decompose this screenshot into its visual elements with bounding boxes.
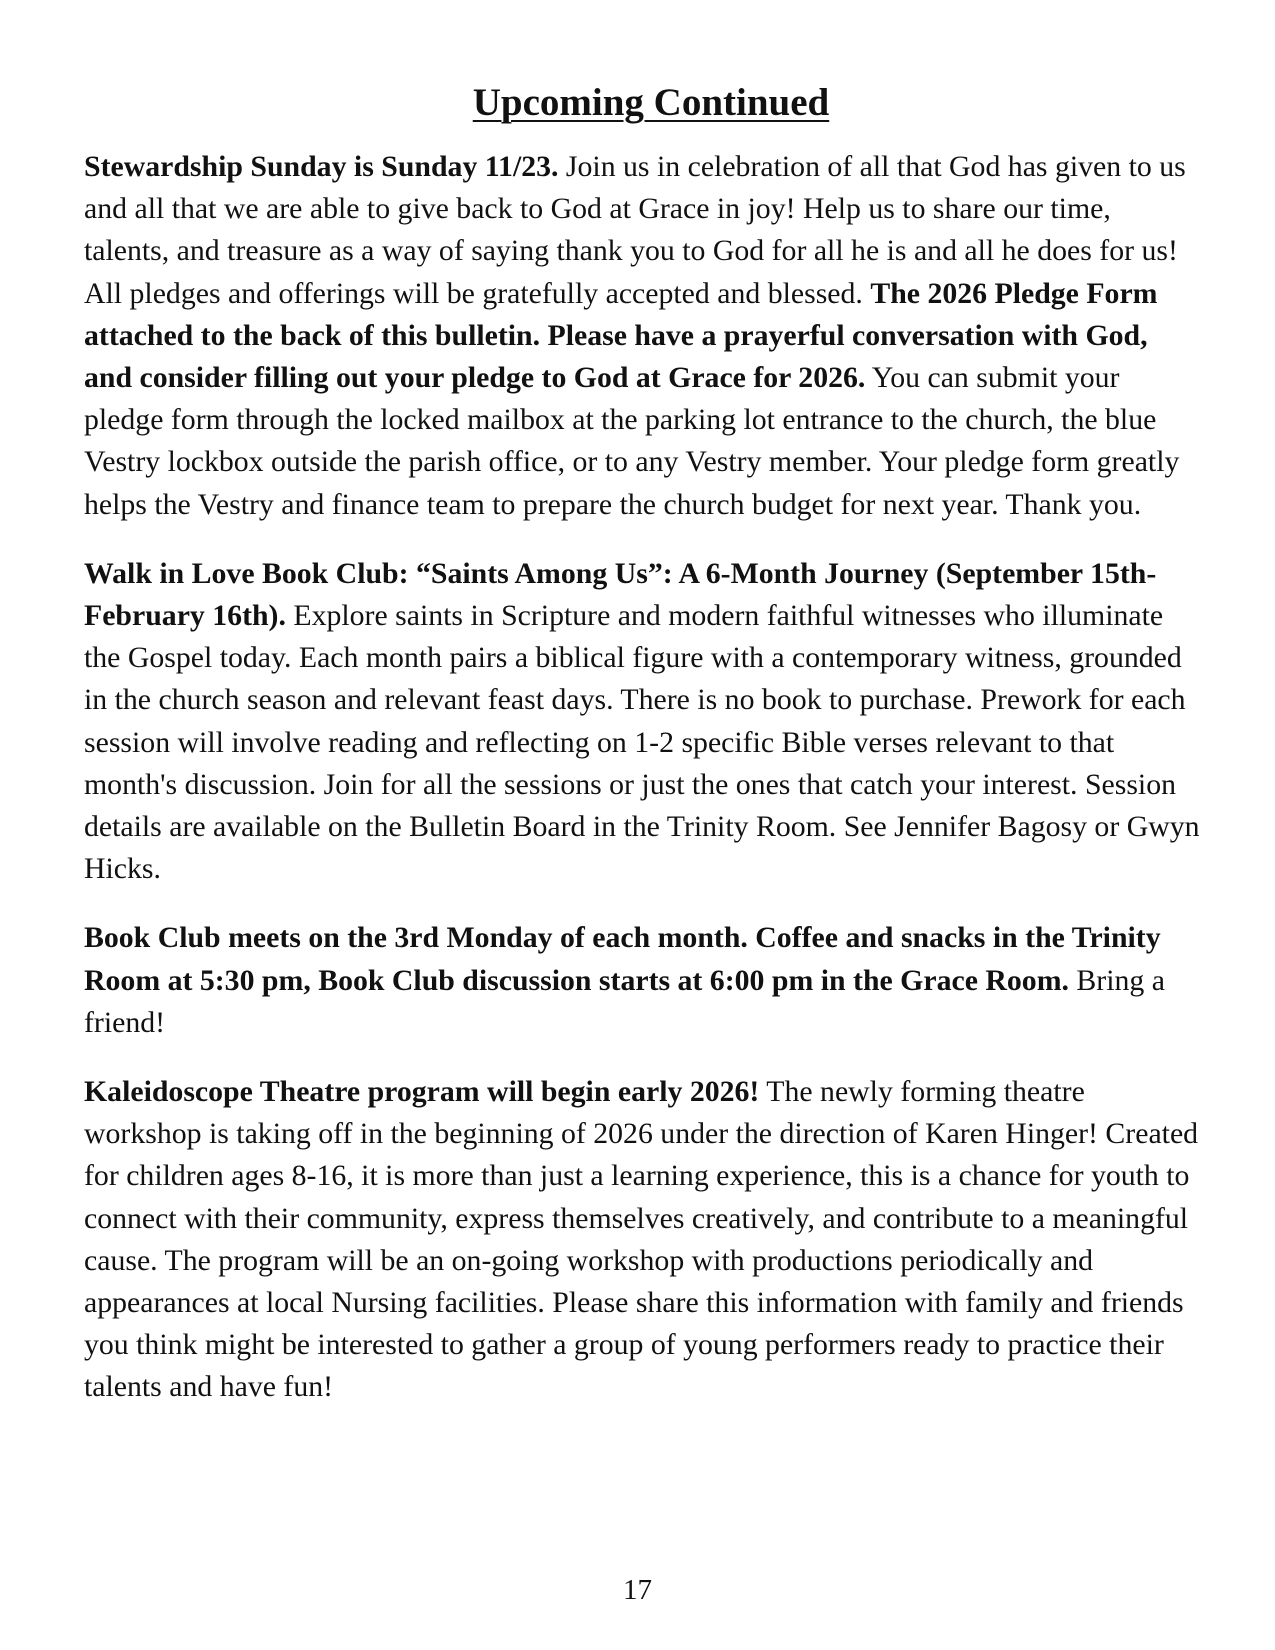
page-title: Upcoming Continued xyxy=(472,81,830,124)
stewardship-text-1: Join us in celebration of all that God has given to us and all that we are able to give back to God at Grace in joy! Help us to share our time, talents, and treasure as a way of saying thank you to God for all he is and all he does for us! All pledges and offerings will be gratefully accepted and blessed. xyxy=(84,150,1186,310)
kaleidoscope-heading: Kaleidoscope Theatre program will begin early 2026! xyxy=(84,1075,760,1109)
book-club-journey-paragraph xyxy=(84,553,1200,891)
kaleidoscope-text: The newly forming theatre workshop is taking off in the beginning of 2026 under the direction of Karen Hinger! Created for children ages 8-16, it is more than just a learning experience, this is a chance for youth to connect with their community, express themselves creatively, and contribute to a meaningful cause. The program will be an on-going workshop with productions periodically and appearances at local Nursing facilities. Please share this information with family and friends you think might be interested to gather a group of young performers ready to practice their talents and have fun! xyxy=(84,1075,1199,1404)
book-club-meeting-heading: Book Club meets on the 3rd Monday of each month. Coffee and snacks in the Trinity Room at 5:30 pm, Book Club discussion starts at 6:00 pm in the Grace Room. xyxy=(84,921,1161,997)
kaleidoscope-paragraph xyxy=(84,1071,1200,1409)
stewardship-heading: Stewardship Sunday is Sunday 11/23. xyxy=(84,150,559,183)
book-club-journey-text: Explore saints in Scripture and modern faithful witnesses who illuminate the Gospel today. Each month pairs a biblical figure with a contemporary witness, grounded in the church season and relevant feast days. There is no book to purchase. Prework for each session will involve reading and reflecting on 1-2 specific Bible verses relevant to that month's discussion. Join for all the sessions or just the ones that catch your interest. Session details are available on the Bulletin Board in the Trinity Room. See Jennifer Bagosy or Gwyn Hicks. xyxy=(84,599,1200,886)
page-number: 17 xyxy=(623,1574,652,1606)
book-club-meeting-paragraph xyxy=(84,917,1200,1044)
bulletin-page xyxy=(84,74,1200,1436)
book-club-journey-heading: Walk in Love Book Club: “Saints Among Us”: A 6-Month Journey (September 15th-February 16th). xyxy=(84,556,1157,633)
pledge-form-notice: The 2026 Pledge Form attached to the back of this bulletin. Please have a prayerful conversation with God, and consider filling out your pledge to God at Grace for 2026. xyxy=(84,276,1158,395)
book-club-meeting-text: Bring a friend! xyxy=(84,963,1165,1039)
stewardship-text-2: You can submit your pledge form through the locked mailbox at the parking lot entrance to the church, the blue Vestry lockbox outside the parish office, or to any Vestry member. Your pledge form greatly helps the Vestry and finance team to prepare the church budget for next year. Thank you. xyxy=(84,361,1180,521)
stewardship-paragraph xyxy=(84,146,1200,526)
